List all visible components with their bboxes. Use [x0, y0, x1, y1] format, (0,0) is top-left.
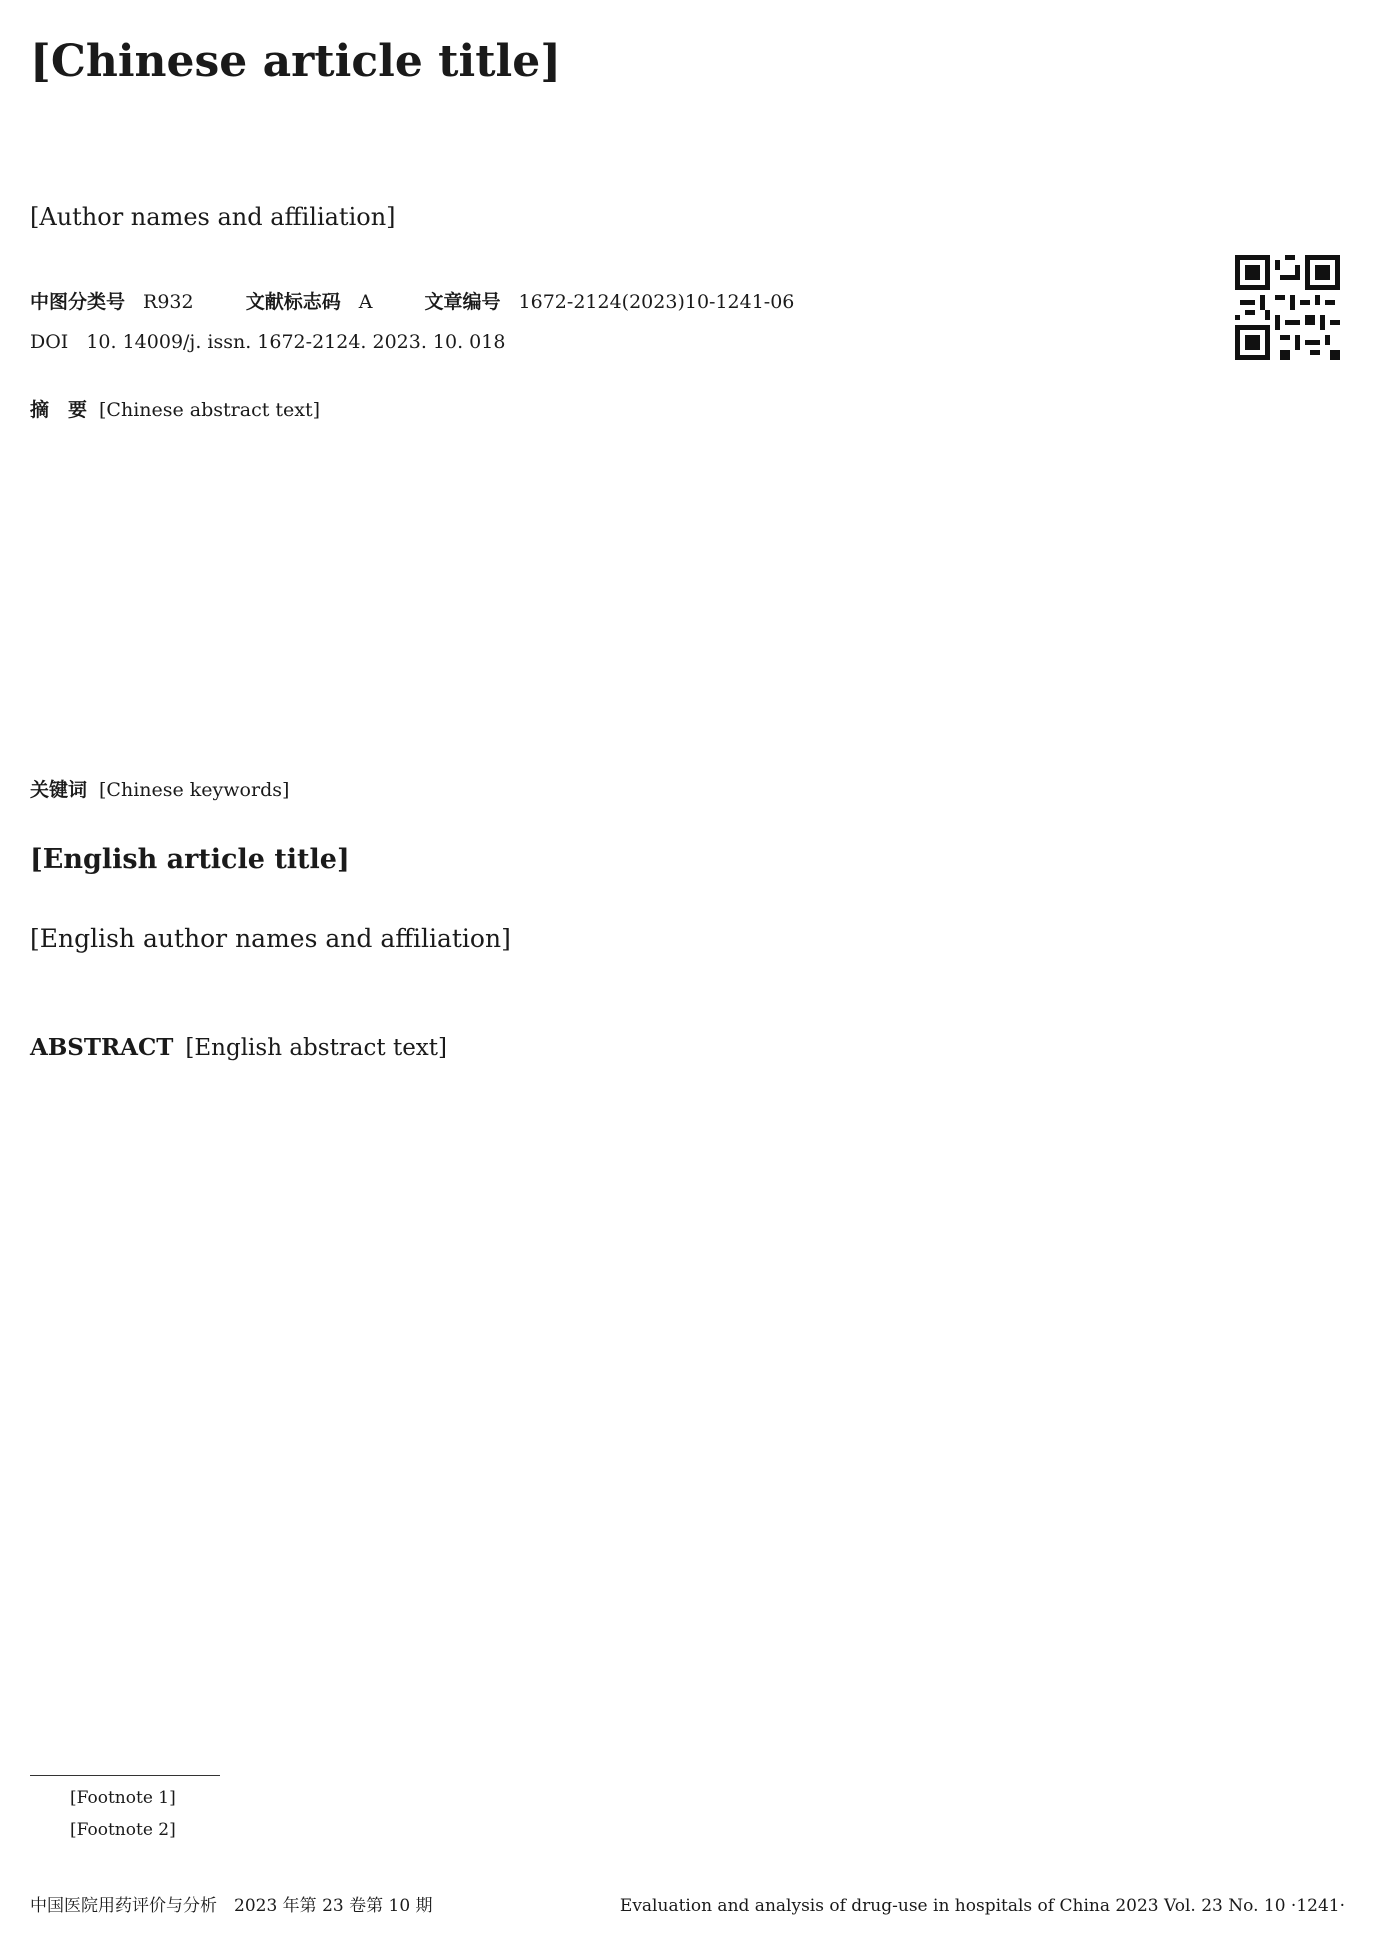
footer-journal-zh: 中国医院用药评价与分析 2023 年第 23 卷第 10 期 [30, 1896, 433, 1916]
doc-code-label: 文献标志码 [245, 291, 341, 313]
footnote-corresponding-author: [Footnote 2] [70, 1820, 176, 1840]
doi-label: DOI [30, 331, 69, 353]
abstract-en-text: [English abstract text] [185, 1035, 447, 1061]
article-metadata [30, 282, 794, 362]
english-abstract [30, 1030, 1345, 1066]
qr-code-icon[interactable] [1235, 255, 1340, 360]
clc-label: 中图分类号 [30, 291, 126, 313]
keywords-text: [Chinese keywords] [99, 779, 290, 801]
footnote-first-author: [Footnote 1] [70, 1788, 176, 1808]
article-number-label: 文章编号 [424, 291, 501, 313]
english-authors: [English author names and affiliation] [30, 924, 511, 953]
keywords-line [30, 775, 1345, 806]
classification-line [30, 282, 794, 322]
keywords-label: 关键词 [30, 779, 88, 801]
doi-value: 10. 14009/j. issn. 1672-2124. 2023. 10. 018 [86, 331, 506, 353]
abstract-en-label: ABSTRACT [30, 1034, 174, 1061]
footnotes [70, 1782, 176, 1846]
article-number-value: 1672-2124(2023)10-1241-06 [518, 291, 795, 313]
author-line: [Author names and affiliation] [30, 203, 396, 231]
abstract-zh-label: 摘 要 [30, 399, 88, 421]
abstract-zh-text: [Chinese abstract text] [99, 399, 321, 421]
doi-line [30, 322, 794, 362]
clc-value: R932 [143, 291, 194, 313]
doc-code-value: A [358, 291, 373, 313]
footnote-divider [30, 1775, 220, 1776]
footer-journal-en: Evaluation and analysis of drug-use in hospitals of China 2023 Vol. 23 No. 10 ·1241· [619, 1896, 1345, 1916]
article-title: [Chinese article title] [30, 36, 562, 87]
chinese-abstract [30, 395, 1345, 426]
english-title: [English article title] [30, 844, 350, 875]
